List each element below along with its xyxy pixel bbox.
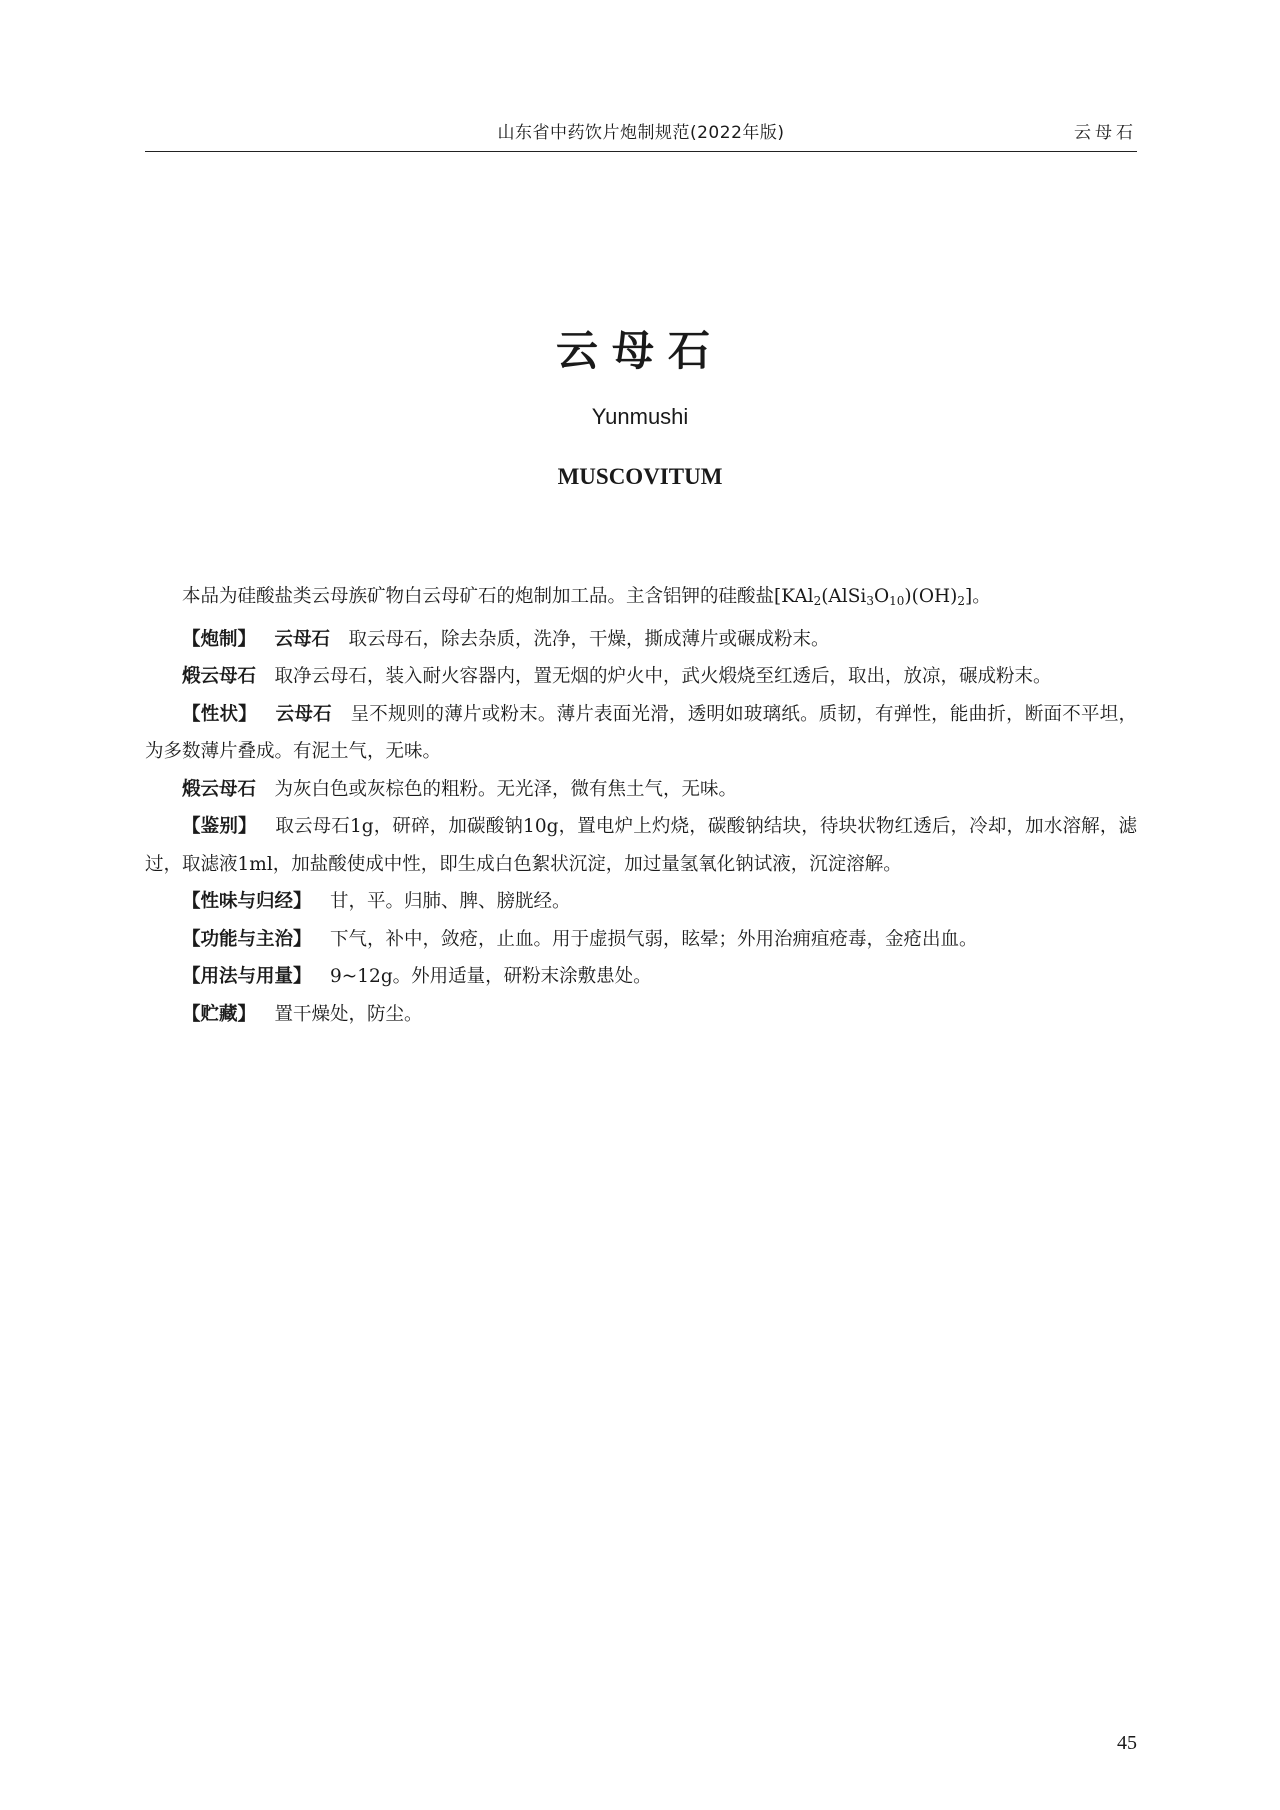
description-item1-text: 呈不规则的薄片或粉末。薄片表面光滑，透明如玻璃纸。质韧，有弹性，能曲折，断面不平坦，为多数薄片叠成。有泥土气，无味。 <box>145 703 1137 762</box>
formula-sub-3: 10 <box>889 594 905 608</box>
nature-text: 甘，平。归肺、脾、膀胱经。 <box>330 891 571 912</box>
intro-text: 本品为硅酸盐类云母族矿物白云母矿石的炮制加工品。主含铝钾的硅酸盐[KAl <box>182 586 814 607</box>
processing-label: 【炮制】 <box>182 628 257 650</box>
entry-body <box>145 578 1137 1033</box>
usage-paragraph <box>145 958 1137 996</box>
processing-item2-paragraph <box>145 658 1137 696</box>
description-label: 【性状】 <box>182 703 257 725</box>
page-number: 45 <box>1117 1732 1137 1754</box>
description-item2-name: 煅云母石 <box>182 778 257 800</box>
intro-paragraph <box>145 578 1137 621</box>
description-item2-paragraph <box>145 771 1137 809</box>
formula-sub-2: 3 <box>866 594 874 608</box>
storage-label: 【贮藏】 <box>182 1003 257 1025</box>
processing-item2-text: 取净云母石，装入耐火容器内，置无烟的炉火中，武火煅烧至红透后，取出，放凉，碾成粉末。 <box>274 666 1052 687</box>
description-paragraph <box>145 696 1137 771</box>
formula-mid-3: )(OH) <box>904 586 958 607</box>
storage-paragraph <box>145 996 1137 1034</box>
nature-label: 【性味与归经】 <box>182 891 312 912</box>
header-book-title: 山东省中药饮片炮制规范(2022年版) <box>497 123 785 143</box>
formula-sub-1: 2 <box>813 594 822 608</box>
identification-paragraph <box>145 808 1137 883</box>
identification-label: 【鉴别】 <box>182 816 257 837</box>
function-text: 下气，补中，敛疮，止血。用于虚损气弱，眩晕；外用治痈疽疮毒，金疮出血。 <box>330 928 978 950</box>
formula-sub-4: 2 <box>957 594 965 608</box>
formula-mid-1: (AlSi <box>821 586 867 607</box>
processing-paragraph <box>145 621 1137 659</box>
usage-text: 9~12g。外用适量，研粉末涂敷患处。 <box>330 966 652 987</box>
entry-title: 云母石 <box>555 326 724 375</box>
usage-label: 【用法与用量】 <box>182 966 312 987</box>
processing-item2-name: 煅云母石 <box>182 666 257 687</box>
header-entry-name: 云母石 <box>1074 123 1137 143</box>
entry-latin-name: MUSCOVITUM <box>557 464 723 489</box>
processing-item1-name: 云母石 <box>274 628 331 650</box>
nature-paragraph <box>145 883 1137 921</box>
description-item2-text: 为灰白色或灰棕色的粗粉。无光泽，微有焦土气，无味。 <box>274 778 738 800</box>
formula-mid-2: O <box>873 586 890 607</box>
running-header <box>145 108 1137 152</box>
entry-pinyin: Yunmushi <box>591 404 689 429</box>
description-item1-name: 云母石 <box>275 703 332 725</box>
processing-item1-text: 取云母石，除去杂质，洗净，干燥，撕成薄片或碾成粉末。 <box>348 628 830 650</box>
storage-text: 置干燥处，防尘。 <box>274 1003 423 1025</box>
function-label: 【功能与主治】 <box>182 928 312 950</box>
identification-text: 取云母石1g，研碎，加碳酸钠10g，置电炉上灼烧，碳酸钠结块，待块状物红透后，冷却，加水溶解，滤过，取滤液1ml，加盐酸使成中性，即生成白色絮状沉淀，加过量氢氧化钠试液，沉淀溶解。 <box>145 816 1137 875</box>
function-paragraph <box>145 921 1137 959</box>
header-rule <box>145 151 1137 152</box>
formula-end: ]。 <box>965 586 991 607</box>
